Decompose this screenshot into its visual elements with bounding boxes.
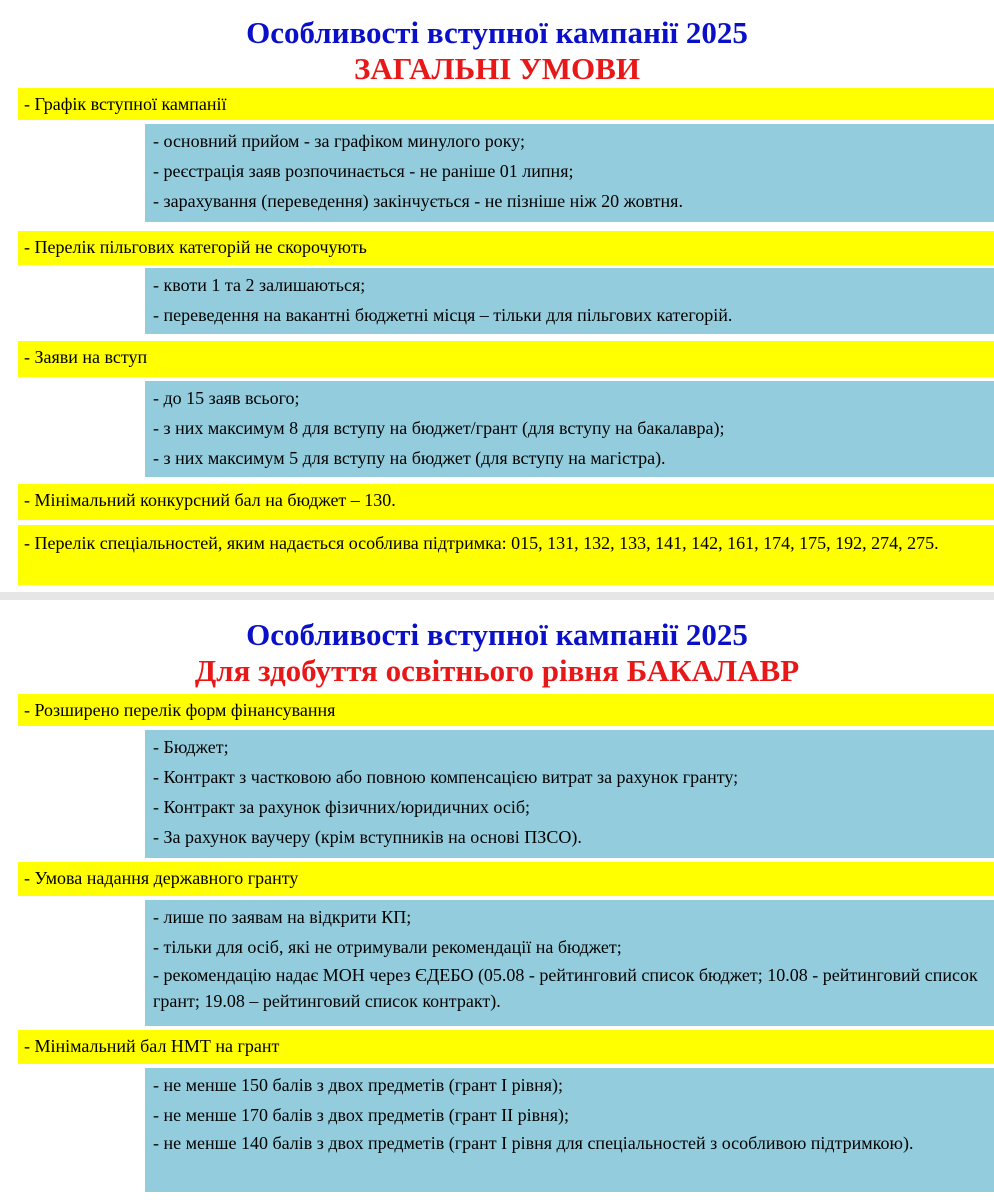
section-heading-state-grant: - Умова надання державного гранту [18, 862, 994, 896]
section-heading-funding-forms: - Розширено перелік форм фінансування [18, 694, 994, 726]
list-item: - переведення на вакантні бюджетні місця – тільки для пільгових категорій. [153, 305, 733, 325]
slide-bachelor-level [0, 600, 994, 1200]
section-list-applications [145, 381, 994, 477]
section-list-schedule [145, 124, 994, 222]
list-item: - лише по заявам на відкрити КП; [153, 907, 412, 927]
slide-general-conditions [0, 0, 994, 592]
list-item: - не менше 140 балів з двох предметів (грант I рівня для спеціальностей з особливою підтримкою). [153, 1133, 914, 1153]
list-item: - до 15 заяв всього; [153, 388, 300, 408]
section-heading-minimum-score: - Мінімальний конкурсний бал на бюджет – 130. [18, 484, 994, 520]
list-item: - рекомендацію надає МОН через ЄДЕБО (05.08 - рейтинговий список бюджет; 10.08 - рейтинговий список грант; 19.08 – рейтинговий список контракт). [153, 965, 978, 1011]
section-list-state-grant [145, 900, 994, 1026]
list-item: - не менше 170 балів з двох предметів (грант II рівня); [153, 1105, 570, 1125]
slide-title: Особливості вступної кампанії 2025 [246, 15, 748, 50]
slide-subtitle: ЗАГАЛЬНІ УМОВИ [354, 51, 640, 86]
list-item: - За рахунок ваучеру (крім вступників на основі ПЗСО). [153, 827, 582, 847]
list-item: - реєстрація заяв розпочинається - не раніше 01 липня; [153, 161, 574, 181]
list-item: - Контракт за рахунок фізичних/юридичних осіб; [153, 797, 530, 817]
list-item: - не менше 150 балів з двох предметів (грант I рівня); [153, 1075, 564, 1095]
section-heading-nmt-minimum: - Мінімальний бал НМТ на грант [18, 1030, 994, 1064]
list-item: - основний прийом - за графіком минулого року; [153, 131, 525, 151]
slide-subtitle: Для здобуття освітнього рівня БАКАЛАВР [194, 653, 800, 688]
section-list-privileged-categories [145, 268, 994, 334]
list-item: - з них максимум 5 для вступу на бюджет (для вступу на магістра). [153, 448, 666, 468]
list-item: - з них максимум 8 для вступу на бюджет/грант (для вступу на бакалавра); [153, 418, 725, 438]
section-heading-applications: - Заяви на вступ [18, 341, 994, 377]
list-item: - зарахування (переведення) закінчується - не пізніше ніж 20 жовтня. [153, 191, 683, 211]
slide-title: Особливості вступної кампанії 2025 [246, 617, 748, 652]
list-item: - Бюджет; [153, 737, 229, 757]
section-list-nmt-minimum [145, 1068, 994, 1192]
slide-separator [0, 592, 994, 600]
list-item: - Контракт з частковою або повною компенсацією витрат за рахунок гранту; [153, 767, 739, 787]
section-heading-special-support: - Перелік спеціальностей, яким надається особлива підтримка: 015, 131, 132, 133, 141, 142, 161, 174, 175, 192, 274, 275. [18, 525, 994, 585]
list-item: - квоти 1 та 2 залишаються; [153, 275, 366, 295]
section-heading-schedule: - Графік вступної кампанії [18, 88, 994, 120]
list-item: - тільки для осіб, які не отримували рекомендації на бюджет; [153, 937, 622, 957]
section-heading-privileged-categories: - Перелік пільгових категорій не скорочують [18, 231, 994, 265]
section-list-funding-forms [145, 730, 994, 858]
